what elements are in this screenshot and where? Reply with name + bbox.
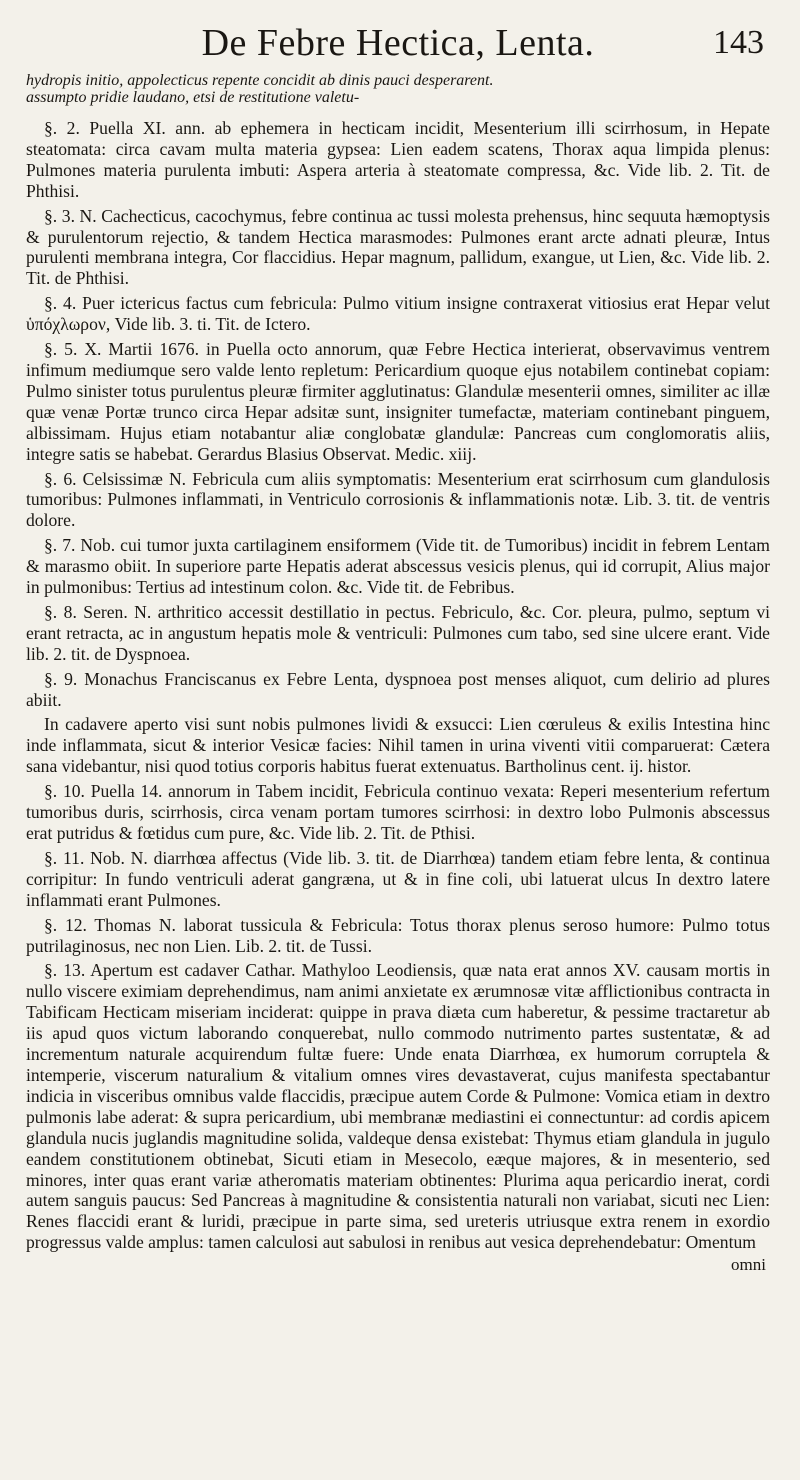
page-header	[26, 18, 770, 68]
body-text	[26, 118, 770, 1253]
text-line: assumpto pridie laudano, etsi de restitutione valetu-	[26, 89, 360, 106]
paragraph-3: §. 3. N. Cachecticus, cacochymus, febre continua ac tussi molesta prehensus, hinc sequuta hæmoptysis & purulentorum rejectio, & tandem Hectica marasmodes: Pulmones erant arcte adnati pleuræ, Intus purulenti membrana integra, Cor flaccidius. Hepar magnum, pallidum, exangue, ut Lien, &c. Vide lib. 2. Tit. de Phthisi.	[26, 205, 770, 289]
running-title: De Febre Hectica, Lenta.	[201, 22, 595, 64]
paragraph-7: §. 7. Nob. cui tumor juxta cartilaginem ensiformem (Vide tit. de Tumoribus) incidit in febrem Lentam & marasmo obiit. In superiore parte Hepatis aderat abscessus vesicis plenus, qui id corrupit, Alius major in pulmonibus: Tertius ad intestinum colon. &c. Vide tit. de Febribus.	[26, 535, 770, 598]
paragraph-10: §. 10. Puella 14. annorum in Tabem incidit, Febricula continuo vexata: Reperi mesenterium refertum tumoribus duris, scirrhosis, circa venam portam tumores scirrhosi: in dextro lobo Pulmonis abscessus erat putridus & fœtidus cum pure, &c. Vide lib. 2. Tit. de Pthisi.	[26, 781, 770, 843]
paragraph-11: §. 11. Nob. N. diarrhœa affectus (Vide lib. 3. tit. de Diarrhœa) tandem etiam febre lenta, & continua corripitur: In fundo ventriculi aderat gangræna, ut & in fine coli, ubi latuerat ulcus In dextro latere inflammati erant Pulmones.	[26, 847, 770, 910]
paragraph-4: §. 4. Puer ictericus factus cum febricula: Pulmo vitium insigne contraxerat vitiosius erat Hepar velut ὑπόχλωρον, Vide lib. 3. ti. Tit. de Ictero.	[26, 293, 770, 335]
paragraph-9-continued: In cadavere aperto visi sunt nobis pulmones lividi & exsucci: Lien cœruleus & exilis Intestina hinc inde inflammata, sicut & interior Vesicæ facies: Nihil tamen in urina viventi vitii comparuerat: Cætera sana videbantur, nisi quod totius corporis habitus fuerat extenuatus. Bartholinus cent. ij. histor.	[26, 714, 770, 777]
paragraph-13: §. 13. Apertum est cadaver Cathar. Mathyloo Leodiensis, quæ nata erat annos XV. causam mortis in nullo viscere eximiam deprehendimus, nam animi anxietate ex ærumnosæ vitæ afflictionibus contracta in Tabificam Hecticam miseriam inciderat: quippe in prava diæta cum haberetur, & pessime tractaretur ab iis apud quos victum laborando conquerebat, nullo commodo nutrimento partes sustentatæ, & ad incrementum naturale acquirendum fultæ fuere: Unde enata Diarrhœa, ex humorum corruptela & intemperie, viscerum naturalium & vitalium omnes vires devastaverat, cujus manifesta spectabantur indicia in visceribus omnibus valde flaccidis, præcipue autem Corde & Pulmone: Vomica etiam in dextro pulmonis labe aderat: & supra pericardium, ubi membranæ mediastini ei connectuntur: ad cordis apicem glandula nucis juglandis magnitudine solida, valdeque densa existebat: Thymus etiam glandula in jugulo eandem constitutionem obtinebat, Sicuti etiam in Mesecolo, eæque majores, & in mesenterio, sed minores, inter quas erant variæ atheromatis materiam obtinentes: Plurima aqua pericardio inerat, cordi autem sanguis paucus: Sed Pancreas à magnitudine & consistentia naturali non variabat, sicuti nec Lien: Renes flaccidi erant & luridi, præcipue in parte sima, sed ureteris utriusque extra renem in exordio progressus valde amplus: tamen calculosi aut sabulosi in renibus aut vesica deprehendebatur: Omentum	[26, 960, 770, 1253]
paragraph-6: §. 6. Celsissimæ N. Febricula cum aliis symptomatis: Mesenterium erat scirrhosum cum glandulosis tumoribus: Pulmones inflammati, in Ventriculo corrosionis & inflammationis notæ. Lib. 3. tit. de ventris dolore.	[26, 468, 770, 531]
paragraph-2: §. 2. Puella XI. ann. ab ephemera in hecticam incidit, Mesenterium illi scirrhosum, in Hepate steatomata: circa cavam multa materia gypsea: Lien eadem scatens, Thorax aqua limpida plenus: Pulmones materia purulenta imbuti: Aspera arteria à steatomate compressa, &c. Vide lib. 2. Tit. de Phthisi.	[26, 118, 770, 201]
text-line: hydropis initio, appolecticus repente concidit ab dinis pauci desperarent.	[26, 72, 494, 89]
paragraph-12: §. 12. Thomas N. laborat tussicula & Febricula: Totus thorax plenus seroso humore: Pulmo totus putrilaginosus, nec non Lien. Lib. 2. tit. de Tussi.	[26, 914, 770, 956]
paragraph-9: §. 9. Monachus Franciscanus ex Febre Lenta, dyspnoea post menses aliquot, cum delirio ad plures abiit.	[26, 668, 770, 710]
catchword: omni	[731, 1255, 766, 1275]
paragraph-8: §. 8. Seren. N. arthritico accessit destillatio in pectus. Febriculo, &c. Cor. pleura, pulmo, septum vi erant retracta, ac in angustum hepatis mole & ventriculi: Pulmones cum tabo, sed sine ulcere erant. Vide lib. 2. tit. de Dyspnoea.	[26, 601, 770, 664]
continued-text	[26, 72, 770, 106]
paragraph-5: §. 5. X. Martii 1676. in Puella octo annorum, quæ Febre Hectica interierat, observavimus ventrem infimum mediumque sero valde lento repletum: Pericardium quoque ejus notabilem continebat copiam: Pulmo sinister totus purulentus pleuræ firmiter agglutinatus: Glandulæ mesenterii omnes, similiter ac illæ quæ venæ Portæ trunco circa Hepar adsitæ sunt, insigniter tumefactæ, materiam continebant pinguem, albissimam. Hujus etiam notabantur aliæ conglobatæ glandulæ: Pancreas cum conglomoratis aliis, integre satis se habebat. Gerardus Blasius Observat. Medic. xiij.	[26, 339, 770, 464]
page-number: 143	[713, 24, 764, 61]
